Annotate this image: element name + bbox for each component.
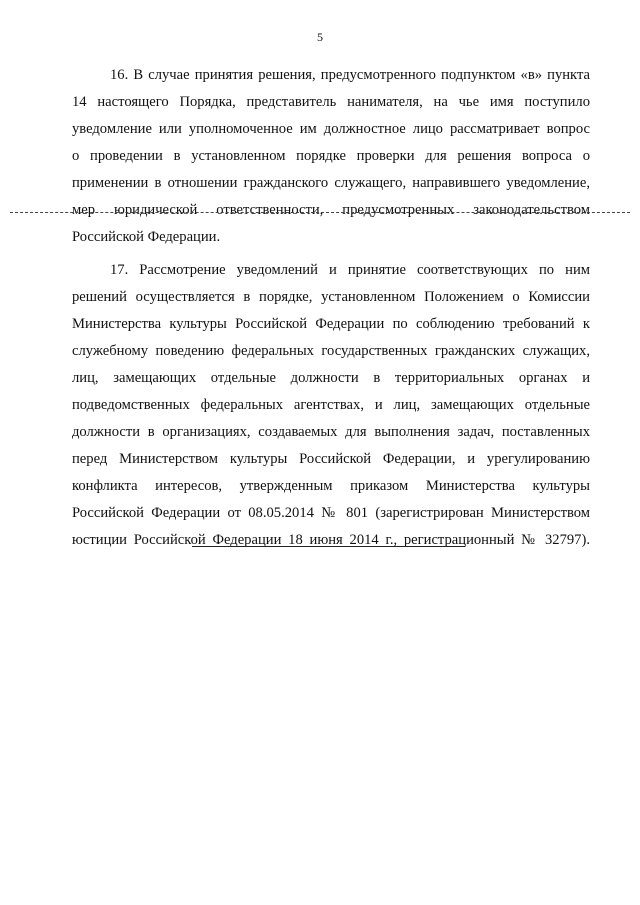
end-of-document-rule [192, 546, 465, 547]
paragraph-line: служебному поведению федеральных государственных гражданских служащих, [72, 343, 590, 359]
paragraph-line: Российской Федерации от 08.05.2014 № 801 (зарегистрирован Министерством [72, 505, 590, 521]
paragraph-line: 14 настоящего Порядка, представитель нанимателя, на чье имя поступило [72, 94, 590, 110]
page-number: 5 [317, 30, 323, 44]
paragraph-line: 17. Рассмотрение уведомлений и принятие соответствующих по ним [110, 262, 590, 278]
scan-artifact-line-wrapper [72, 197, 590, 224]
paragraph-line: перед Министерством культуры Российской Федерации, и урегулированию [72, 451, 590, 467]
paragraph-16 [72, 62, 590, 251]
paragraph-line: о проведении в установленном порядке проверки для решения вопроса о [72, 148, 590, 164]
paragraph-line: Министерства культуры Российской Федерации по соблюдению требований к [72, 316, 590, 332]
paragraph-line: конфликта интересов, утвержденным приказом Министерства культуры [72, 478, 590, 494]
paragraph-17 [72, 257, 590, 554]
paragraph-line: подведомственных федеральных агентствах, и лиц, замещающих отдельные [72, 397, 590, 413]
paragraph-line: мер юридической ответственности, предусмотренных законодательством [72, 202, 590, 218]
paragraph-line: решений осуществляется в порядке, установленном Положением о Комиссии [72, 289, 590, 305]
document-body [72, 62, 590, 554]
paragraph-line: применении в отношении гражданского служащего, направившего уведомление, [72, 175, 590, 191]
paragraph-line: юстиции Российской Федерации 18 июня 2014 г., регистрационный № 32797). [72, 532, 590, 548]
scan-artifact-rule [10, 212, 630, 213]
paragraph-line: 16. В случае принятия решения, предусмотренного подпунктом «в» пункта [110, 67, 590, 83]
paragraph-line: должности в организациях, создаваемых для выполнения задач, поставленных [72, 424, 590, 440]
paragraph-line: Российской Федерации. [72, 229, 221, 245]
paragraph-line: уведомление или уполномоченное им должностное лицо рассматривает вопрос [72, 121, 590, 137]
paragraph-line: лиц, замещающих отдельные должности в территориальных органах и [72, 370, 590, 386]
